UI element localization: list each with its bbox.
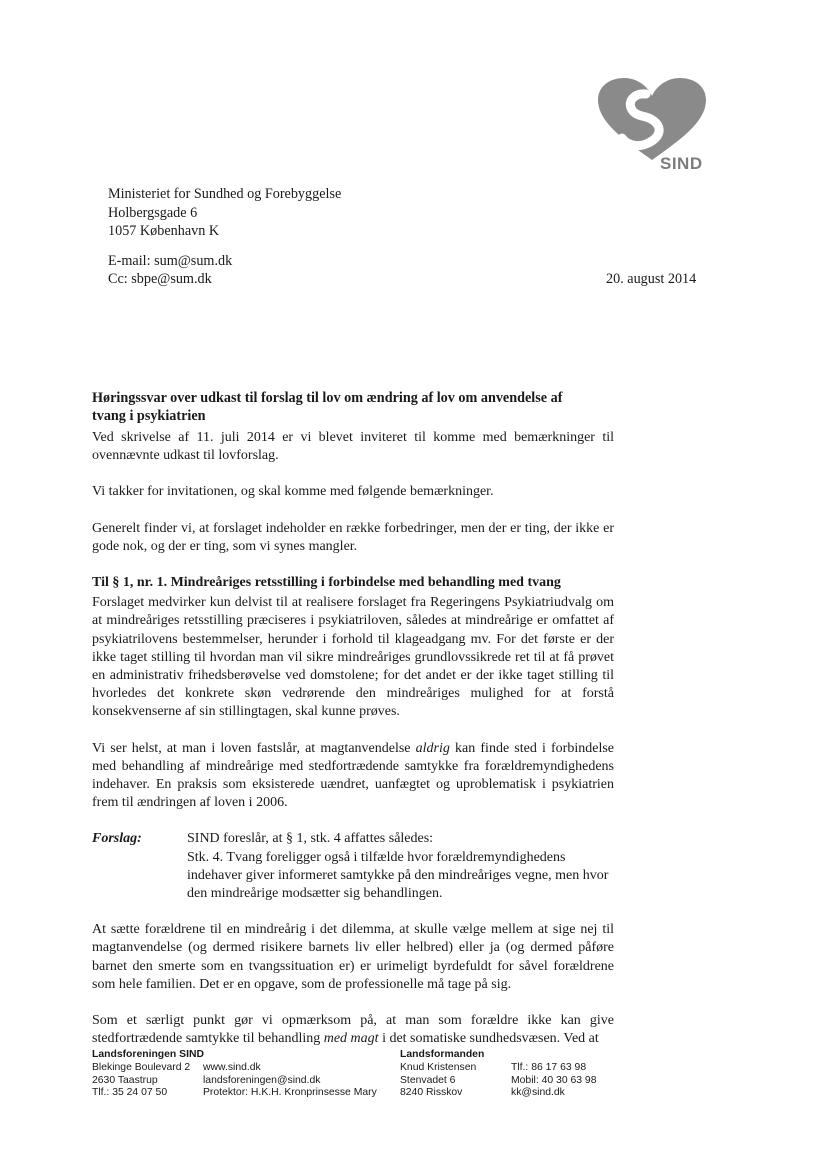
logo-wordmark: SIND xyxy=(660,154,703,173)
footer-website: www.sind.dk xyxy=(203,1061,261,1073)
proposal-block xyxy=(92,830,614,903)
paragraph-invitation: Ved skrivelse af 11. juli 2014 er vi blevet inviteret til komme med bemærkninger til ovennævnte udkast til lovforslag. xyxy=(92,430,614,464)
footer-line: Tlf.: 35 24 07 50 xyxy=(92,1087,168,1099)
footer-mobile: Mobil: 40 30 63 98 xyxy=(511,1074,597,1086)
proposal-label: Forslag: xyxy=(92,831,142,847)
recipient-line: 1057 København K xyxy=(108,223,220,239)
paragraph-thanks: Vi takker for invitationen, og skal komme med følgende bemærkninger. xyxy=(92,484,494,500)
text-span: kan finde sted i forbindelse med behandling af mindreårige med stedfortrædende samtykke fra forældremyndighedens indehaver. En praksis som eksisterede uændret, uanfægtet og uproblematisk i psykiatrien frem til ændringen af loven i 2006. xyxy=(92,740,614,811)
proposal-text: Stk. 4. Tvang foreligger også i tilfælde hvor forældremyndighedens indehaver giver informeret samtykke på den mindreåriges vegne, men hvor den mindreårige modsætter sig behandlingen. xyxy=(187,849,609,902)
footer-chair xyxy=(400,1049,484,1100)
footer-org xyxy=(92,1049,204,1100)
footer-email: landsforeningen@sind.dk xyxy=(203,1074,321,1086)
footer-line: Stenvadet 6 xyxy=(400,1074,456,1086)
footer-phone: Tlf.: 86 17 63 98 xyxy=(511,1061,587,1073)
text-span: i det somatiske sundhedsvæsen. Ved at xyxy=(378,1031,599,1047)
paragraph-preference xyxy=(92,740,614,813)
letter-body xyxy=(92,389,614,1066)
footer-protector: Protektor: H.K.H. Kronprinsesse Mary xyxy=(203,1087,377,1099)
footer-chair-contact xyxy=(511,1062,597,1100)
text-span: Vi ser helst, at man i loven fastslår, at magtanvendelse xyxy=(92,740,416,756)
footer-org-name: Landsforeningen SIND xyxy=(92,1049,204,1060)
heart-s-icon xyxy=(594,78,712,162)
letter-title xyxy=(92,389,614,425)
paragraph-general: Generelt finder vi, at forslaget indeholder en række forbedringer, men der er ting, der ikke er gode nok, og der er ting, som vi synes mangler. xyxy=(92,520,614,554)
emphasis-text: aldrig xyxy=(415,740,450,756)
sind-logo xyxy=(594,78,712,178)
recipient-line: Holbergsgade 6 xyxy=(108,204,198,221)
footer-line: Knud Kristensen xyxy=(400,1061,477,1073)
footer-line: 2630 Taastrup xyxy=(92,1074,158,1086)
letter-date: 20. august 2014 xyxy=(606,271,697,287)
section-heading: Til § 1, nr. 1. Mindreåriges retsstilling i forbindelse med behandling med tvang xyxy=(92,575,561,591)
title-line: Høringssvar over udkast til forslag til lov om ændring af lov om anvendelse af xyxy=(92,390,563,406)
recipient-line: Ministeriet for Sundhed og Forebyggelse xyxy=(108,186,342,202)
text-span: Som et særligt punkt gør vi opmærksom på, at man som forældre ikke kan give stedfortrædende samtykke til behandling xyxy=(92,1013,614,1047)
paragraph-minors: Forslaget medvirker kun delvist til at realisere forslaget fra Regeringens Psykiatriudvalg om at mindreåriges retsstilling præciseres i psykiatriloven, således at mindreårige er omfattet af psykiatrilovens bestemmelser, herunder i forhold til klageadgang mv. For det første er der ikke taget stilling til hvordan man vil sikre mindreåriges grundlovssikrede ret til at få prøvet en administrativ frihedsberøvelse ved domstolene; for det andet er der ikke taget stilling til hvorledes det konkrete skøn vedrørende den mindreåriges mulighed for at forstå konsekvenserne af sin stillingtagen, skal kunne prøves. xyxy=(92,595,614,720)
footer-chair-title: Landsformanden xyxy=(400,1049,485,1060)
proposal-intro: SIND foreslår, at § 1, stk. 4 affattes således: xyxy=(187,831,434,847)
recipient-contact xyxy=(108,252,232,288)
footer-web xyxy=(203,1062,377,1100)
title-line: tvang i psykiatrien xyxy=(92,408,206,424)
recipient-cc: Cc: sbpe@sum.dk xyxy=(108,271,212,287)
emphasis-text: med magt xyxy=(323,1031,379,1047)
recipient-address xyxy=(108,185,341,241)
footer-line: 8240 Risskov xyxy=(400,1087,463,1099)
paragraph-special-point xyxy=(92,1012,614,1048)
recipient-email: E-mail: sum@sum.dk xyxy=(108,253,233,269)
proposal-body xyxy=(187,830,614,903)
footer-chair-email: kk@sind.dk xyxy=(511,1087,565,1099)
footer-line: Blekinge Boulevard 2 xyxy=(92,1061,191,1073)
paragraph-dilemma: At sætte forældrene til en mindreårig i det dilemma, at skulle vælge mellem at sige nej til magtanvendelse (og dermed risikere barnets liv eller helbred) eller ja (og dermed påføre barnet den smerte som en tvangssituation er) er urimeligt byrdefuldt for såvel forældrene som hele familien. Det er en opgave, som de professionelle må tage på sig. xyxy=(92,922,614,992)
